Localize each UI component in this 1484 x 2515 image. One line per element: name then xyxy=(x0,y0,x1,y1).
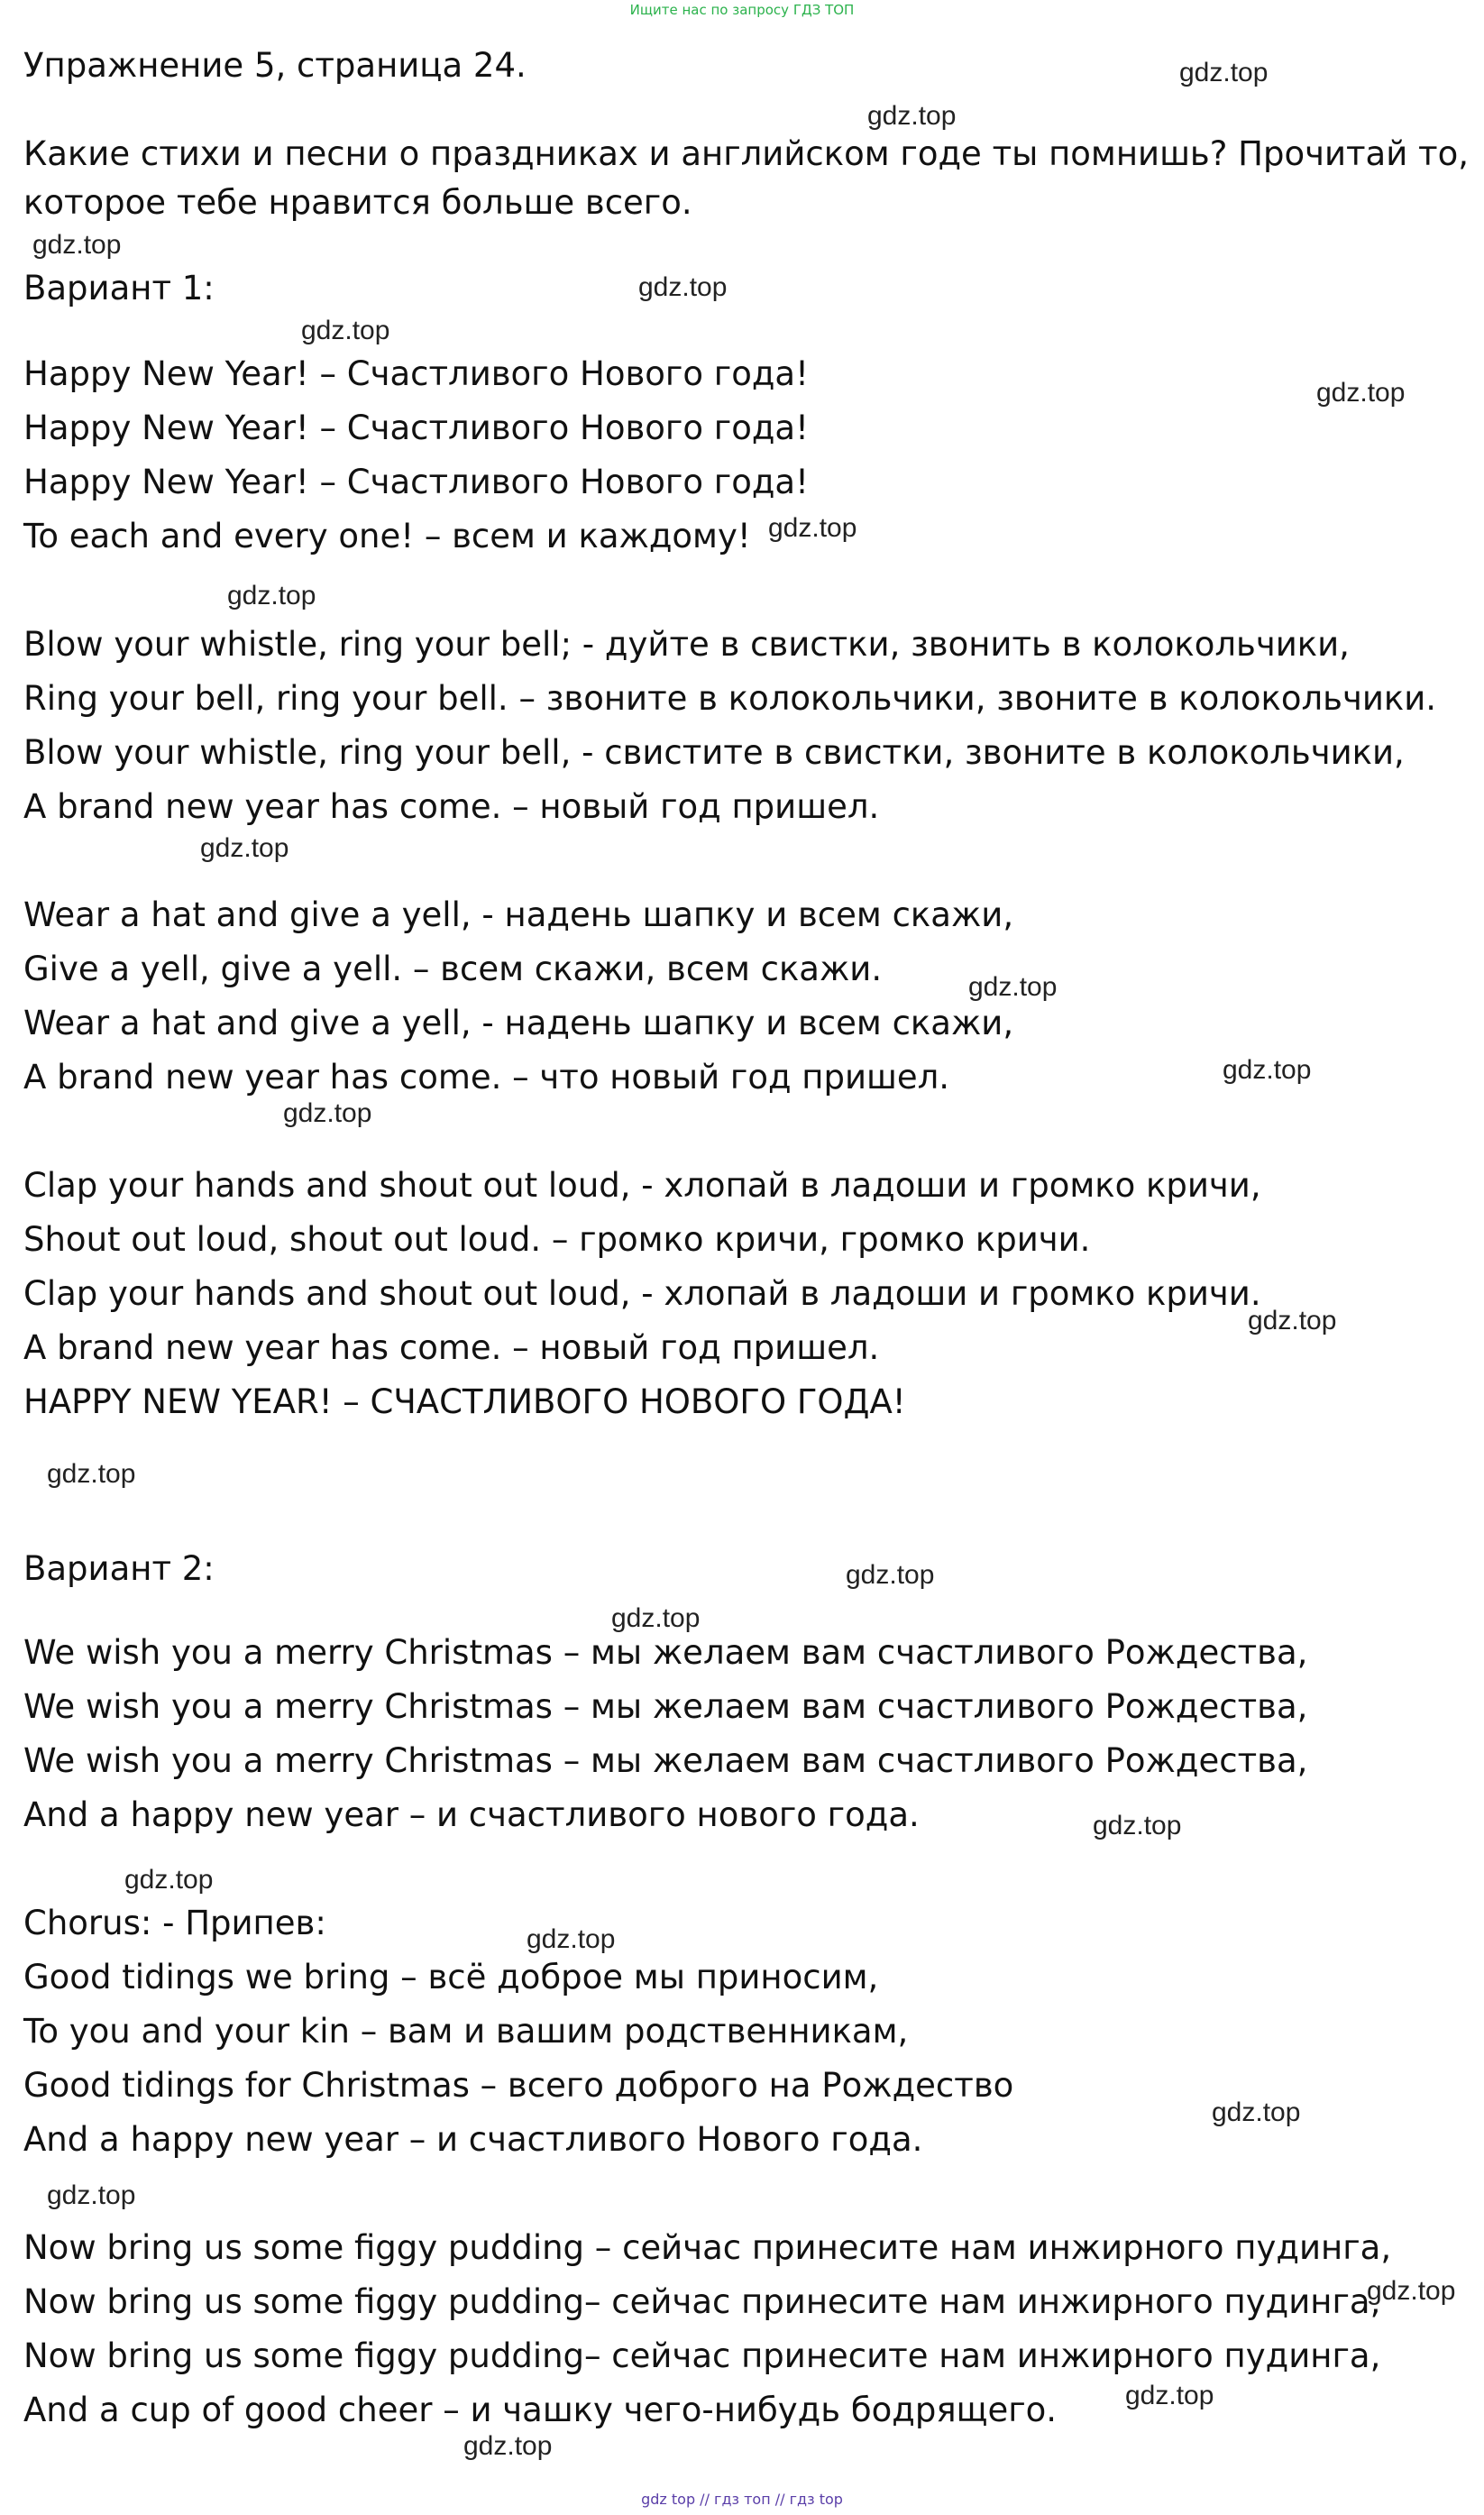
poem-line: A brand new year has come. – новый год пришел. xyxy=(23,1328,880,1367)
watermark: gdz.top xyxy=(47,1459,136,1489)
watermark: gdz.top xyxy=(1093,1811,1182,1840)
watermark: gdz.top xyxy=(47,2180,136,2210)
watermark: gdz.top xyxy=(1367,2276,1456,2306)
watermark: gdz.top xyxy=(227,581,316,610)
song-line: And a cup of good cheer – и чашку чего-нибудь бодрящего. xyxy=(23,2391,1058,2429)
poem-line: Happy New Year! – Счастливого Нового года! xyxy=(23,354,809,393)
bottom-banner[interactable]: gdz top // гдз топ // гдз top xyxy=(641,2491,843,2508)
variant-1-label: Вариант 1: xyxy=(23,269,215,307)
poem-line: Ring your bell, ring your bell. – звоните в колокольчики, звоните в колокольчики. xyxy=(23,679,1437,718)
poem-line: Happy New Year! – Счастливого Нового года! xyxy=(23,408,809,447)
top-banner[interactable]: Ищите нас по запросу ГДЗ ТОП xyxy=(629,2,855,18)
watermark: gdz.top xyxy=(846,1560,935,1590)
watermark: gdz.top xyxy=(463,2431,553,2461)
chorus-label: Chorus: - Припев: xyxy=(23,1904,326,1942)
poem-line: A brand new year has come. – что новый год пришел. xyxy=(23,1058,950,1097)
poem-line: HAPPY NEW YEAR! – СЧАСТЛИВОГО НОВОГО ГОДА! xyxy=(23,1382,906,1421)
poem-line: Blow your whistle, ring your bell, - свистите в свистки, звоните в колокольчики, xyxy=(23,733,1405,772)
watermark: gdz.top xyxy=(1248,1306,1337,1336)
song-line: Now bring us some figgy pudding – сейчас принесите нам инжирного пудинга, xyxy=(23,2228,1392,2267)
poem-line: Give a yell, give a yell. – всем скажи, всем скажи. xyxy=(23,950,883,988)
watermark: gdz.top xyxy=(1179,58,1269,87)
poem-line: To each and every one! – всем и каждому! xyxy=(23,517,751,555)
poem-line: Shout out loud, shout out loud. – громко кричи, громко кричи. xyxy=(23,1220,1091,1259)
question-line: Какие стихи и песни о праздниках и английском годе ты помнишь? Прочитай то, xyxy=(23,134,1469,173)
exercise-title: Упражнение 5, страница 24. xyxy=(23,46,527,85)
watermark: gdz.top xyxy=(124,1865,214,1895)
variant-2-label: Вариант 2: xyxy=(23,1549,215,1588)
song-line: Good tidings we bring – всё доброе мы приносим, xyxy=(23,1958,879,1996)
song-line: We wish you a merry Christmas – мы желаем вам счастливого Рождества, xyxy=(23,1741,1308,1780)
watermark: gdz.top xyxy=(527,1924,616,1954)
poem-line: Blow your whistle, ring your bell; - дуйте в свистки, звонить в колокольчики, xyxy=(23,625,1350,664)
song-line: We wish you a merry Christmas – мы желаем вам счастливого Рождества, xyxy=(23,1633,1308,1672)
watermark: gdz.top xyxy=(1125,2381,1214,2410)
watermark: gdz.top xyxy=(301,316,390,345)
poem-line: Clap your hands and shout out loud, - хлопай в ладоши и громко кричи. xyxy=(23,1274,1261,1313)
watermark: gdz.top xyxy=(283,1098,372,1128)
song-line: Good tidings for Christmas – всего доброго на Рождество xyxy=(23,2066,1014,2105)
watermark: gdz.top xyxy=(1316,378,1406,408)
watermark: gdz.top xyxy=(867,101,957,131)
watermark: gdz.top xyxy=(611,1603,701,1633)
song-line: Now bring us some figgy pudding– сейчас принесите нам инжирного пудинга, xyxy=(23,2336,1381,2375)
watermark: gdz.top xyxy=(200,833,289,863)
song-line: To you and your kin – вам и вашим родственникам, xyxy=(23,2012,909,2051)
watermark: gdz.top xyxy=(1212,2097,1301,2127)
poem-line: Happy New Year! – Счастливого Нового года! xyxy=(23,463,809,501)
poem-line: Wear a hat and give a yell, - надень шапку и всем скажи, xyxy=(23,1004,1014,1042)
song-line: Now bring us some figgy pudding– сейчас принесите нам инжирного пудинга, xyxy=(23,2282,1381,2321)
watermark: gdz.top xyxy=(638,272,728,302)
poem-line: Wear a hat and give a yell, - надень шапку и всем скажи, xyxy=(23,895,1014,934)
watermark: gdz.top xyxy=(1223,1055,1312,1085)
song-line: We wish you a merry Christmas – мы желаем вам счастливого Рождества, xyxy=(23,1687,1308,1726)
song-line: And a happy new year – и счастливого нового года. xyxy=(23,1795,920,1834)
poem-line: Clap your hands and shout out loud, - хлопай в ладоши и громко кричи, xyxy=(23,1166,1261,1205)
watermark: gdz.top xyxy=(768,513,857,543)
question-line: которое тебе нравится больше всего. xyxy=(23,183,692,222)
song-line: And a happy new year – и счастливого Нового года. xyxy=(23,2120,923,2159)
watermark: gdz.top xyxy=(32,230,122,260)
poem-line: A brand new year has come. – новый год пришел. xyxy=(23,787,880,826)
watermark: gdz.top xyxy=(968,972,1058,1002)
